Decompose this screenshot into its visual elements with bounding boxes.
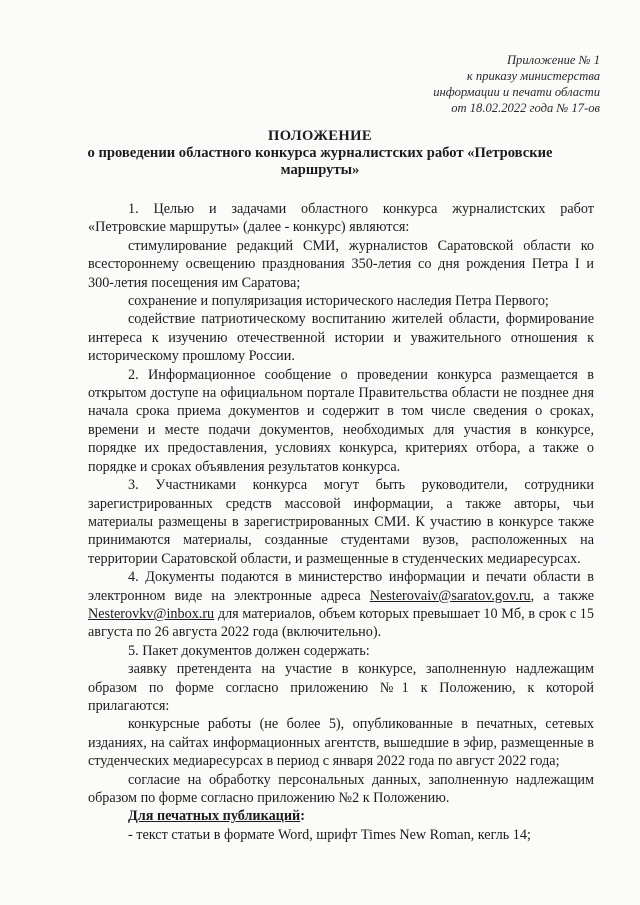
appendix-order-line: к приказу министерства [466, 69, 600, 83]
email-link-inbox[interactable]: Nesterovkv@inbox.ru [88, 605, 215, 622]
appendix-date: от 18.02.2022 года № 17-ов [451, 101, 600, 115]
paragraph-print-heading [88, 807, 594, 825]
document-body [88, 200, 594, 844]
paragraph-consent: согласие на обработку персональных данных, заполненную надлежащим образом по форме согласно приложению №2 к Положению. [88, 771, 594, 806]
paragraph-goals: 1. Целью и задачами областного конкурса журналистских работ «Петровские маршруты» (далее - конкурс) являются: [88, 201, 594, 236]
email-link-saratov[interactable]: Nesterovaiv@saratov.gov.ru [369, 587, 531, 604]
appendix-reference [340, 52, 600, 116]
paragraph-submission [88, 568, 594, 642]
paragraph-announcement: 2. Информационное сообщение о проведении конкурса размещается в открытом доступе на официальном портале Правительства области не позднее дня начала срока приема документов и содержит в том числе сведения о сроках, времени и месте подачи документов, необходимых для участия в конкурсе, порядке их предоставления, условиях конкурса, критериях отбора, а также о порядке и сроках объявления результатов конкурса. [88, 366, 594, 475]
submission-text-middle: , а также [530, 587, 594, 604]
document-subtitle-line1: о проведении областного конкурса журналистских работ «Петровские [87, 145, 553, 161]
print-publications-colon: : [300, 808, 305, 825]
paragraph-application: заявку претендента на участие в конкурсе, заполненную надлежащим образом по форме согласно приложению №1 к Положению, к которой прилагаются: [88, 661, 594, 714]
submission-text-end: для материалов, объем которых превышает 10 Мб, в срок с 15 августа по 26 августа 2022 года (включительно). [88, 605, 594, 641]
appendix-ministry: информации и печати области [433, 85, 600, 99]
document-title: ПОЛОЖЕНИЕ [267, 128, 373, 144]
paragraph-goal-stimulation: стимулирование редакций СМИ, журналистов Саратовской области ко всестороннему освещению празднования 350-летия со дня рождения Петра I и 300-летия посещения им Саратова; [88, 237, 594, 291]
paragraph-works: конкурсные работы (не более 5), опубликованные в печатных, сетевых изданиях, на сайтах информационных агентств, вышедшие в эфир, размещенные в студенческих медиаресурсах в период с января 2022 года по август 2022 года; [88, 716, 594, 770]
appendix-number: Приложение № 1 [506, 53, 600, 67]
document-heading [60, 128, 580, 179]
paragraph-package: 5. Пакет документов должен содержать: [128, 642, 370, 659]
paragraph-goal-patriotic: содействие патриотическому воспитанию жителей области, формирование интереса к изучению отечественной истории и уважительного отношения к историческому прошлому России. [88, 311, 594, 365]
paragraph-print-format: - текст статьи в формате Word, шрифт Times New Roman, кегль 14; [128, 826, 531, 843]
document-subtitle-line2: маршруты» [280, 162, 360, 178]
paragraph-goal-heritage: сохранение и популяризация исторического наследия Петра Первого; [128, 293, 549, 310]
submission-text-start: 4. Документы подаются в министерство информации и печати области в электронном виде на электронные адреса [88, 569, 594, 604]
paragraph-participants: 3. Участниками конкурса могут быть руководители, сотрудники зарегистрированных средств массовой информации, а также авторы, чьи материалы размещены в зарегистрированных СМИ. К участию в конкурсе также принимаются материалы, созданные студентами вузов, расположенных на территории Саратовской области, и размещенные в студенческих медиаресурсах. [88, 477, 594, 567]
print-publications-label: Для печатных публикаций [128, 808, 301, 825]
